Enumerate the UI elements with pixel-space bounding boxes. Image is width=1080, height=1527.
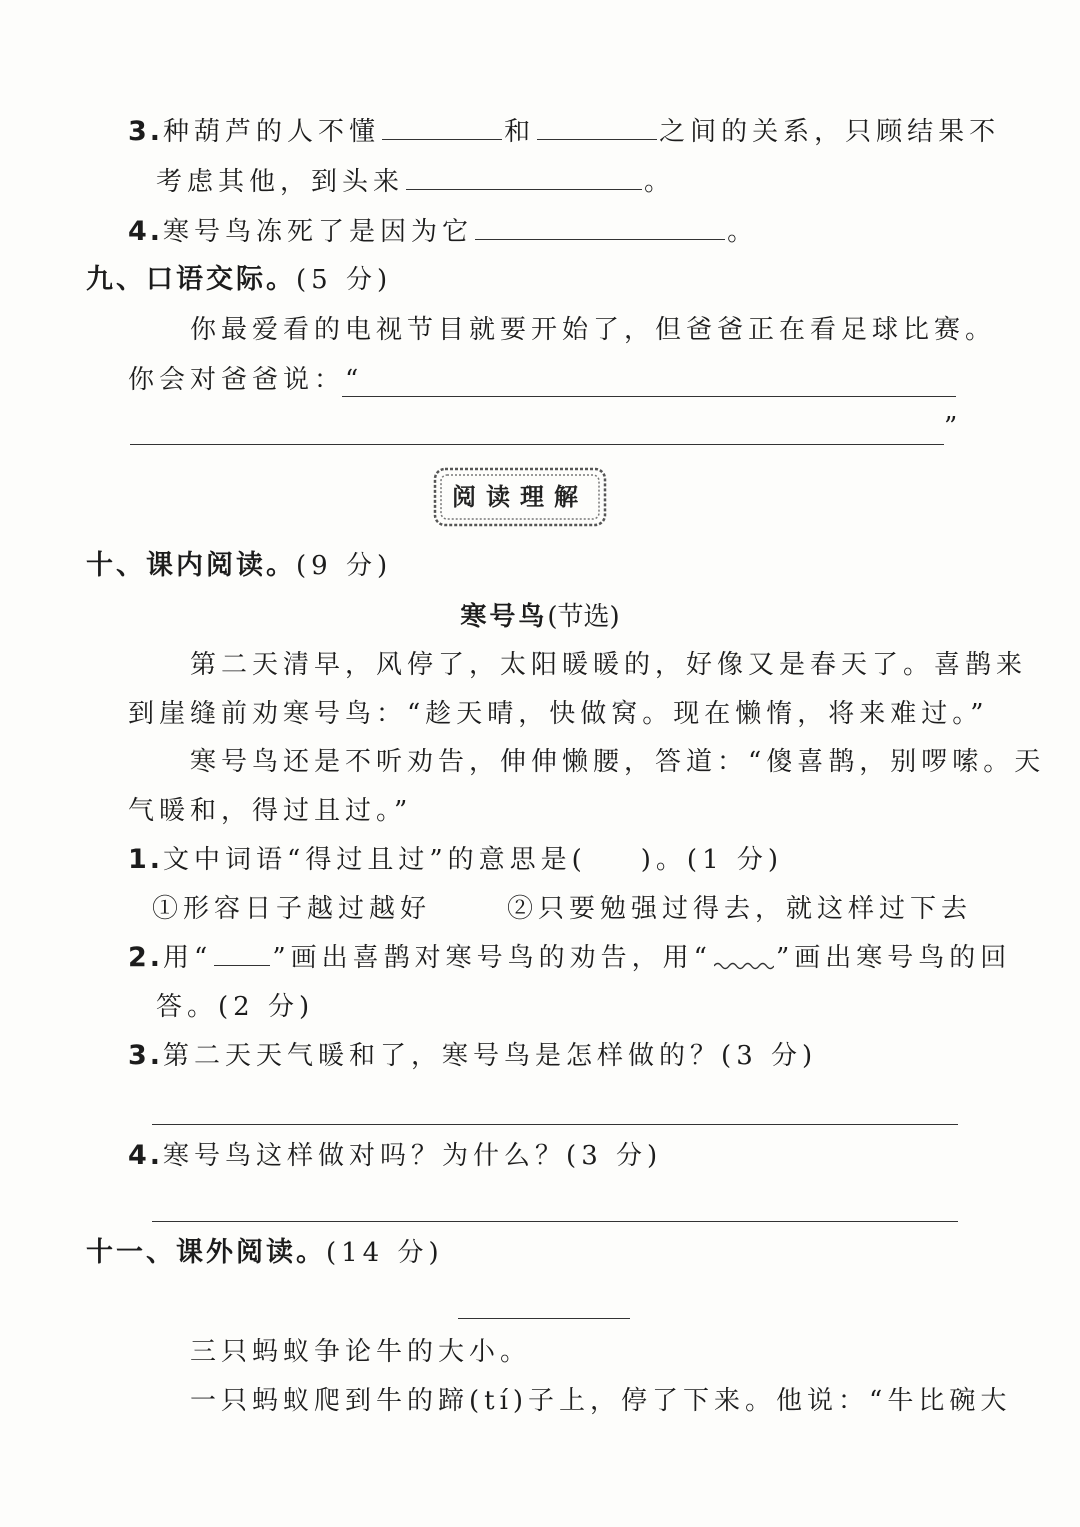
text: 文中词语“得过且过”的意思是( — [163, 845, 587, 875]
title-blank[interactable] — [458, 1318, 630, 1319]
q-number: 2. — [128, 942, 164, 973]
s10-q2-line2: 答。(2 分) — [156, 992, 315, 1022]
s8-q3-line1 — [128, 115, 1000, 149]
passage-line: 寒号鸟还是不听劝告，伸伸懒腰，答道：“傻喜鹊，别啰嗦。天 — [190, 747, 1046, 777]
score: (5 分) — [296, 265, 393, 295]
option-1[interactable]: ①形容日子越过越好 — [152, 894, 432, 924]
text: 寒号鸟冻死了是因为它 — [163, 217, 474, 247]
s9-prompt: 你最爱看的电视节目就要开始了，但爸爸正在看足球比赛。 — [190, 315, 997, 345]
score: (14 分) — [326, 1238, 444, 1268]
answer-blank[interactable] — [382, 115, 502, 140]
heading-text: 十一、课外阅读。 — [86, 1237, 326, 1268]
section-heading-10 — [86, 549, 392, 583]
section-banner — [432, 466, 608, 528]
s9-prompt-2: 你会对爸爸说：“ — [128, 365, 364, 395]
title-note: (节选) — [547, 602, 620, 632]
score: (9 分) — [296, 551, 393, 581]
text: 之间的关系，只顾结果不 — [659, 117, 1001, 147]
text: )。(1 分) — [640, 845, 784, 875]
passage-line: 一只蚂蚁爬到牛的蹄(tí)子上，停了下来。他说：“牛比碗大 — [190, 1386, 1012, 1416]
section-heading-9 — [86, 263, 392, 297]
passage-title — [0, 600, 1080, 634]
answer-blank[interactable] — [406, 165, 642, 190]
title-text: 寒号鸟 — [460, 602, 548, 632]
s10-q3 — [128, 1039, 817, 1073]
answer-line[interactable] — [342, 396, 956, 397]
text: 。 — [727, 217, 759, 247]
s8-q3-line2 — [156, 165, 675, 199]
text: 。 — [644, 167, 676, 197]
q-number: 1. — [128, 844, 164, 875]
q-number: 4. — [128, 1140, 164, 1171]
heading-text: 十、课内阅读。 — [86, 550, 296, 581]
text: 考虑其他，到头来 — [156, 167, 405, 197]
section-heading-11 — [86, 1236, 444, 1270]
s8-q4 — [128, 215, 758, 249]
passage-line: 气暖和，得过且过。” — [128, 796, 413, 826]
q-number: 3. — [128, 1040, 164, 1071]
answer-line[interactable] — [130, 444, 944, 445]
banner-text: 阅读理解 — [452, 483, 588, 511]
answer-blank[interactable] — [537, 115, 657, 140]
wavy-underline-sample — [714, 954, 774, 972]
text: 第二天天气暖和了，寒号鸟是怎样做的？(3 分) — [163, 1041, 818, 1071]
s10-q1 — [128, 843, 783, 877]
text: 种葫芦的人不懂 — [163, 117, 381, 147]
close-quote: ” — [944, 412, 963, 442]
straight-underline-sample — [214, 941, 270, 966]
text: ”画出寒号鸟的回 — [775, 943, 1012, 973]
passage-line: 第二天清早，风停了，太阳暖暖的，好像又是春天了。喜鹊来 — [190, 650, 1028, 680]
heading-text: 九、口语交际。 — [86, 264, 296, 295]
text: 用“ — [163, 943, 213, 973]
text: 和 — [504, 117, 536, 147]
answer-blank[interactable] — [475, 215, 725, 240]
q-number: 3. — [128, 116, 164, 147]
option-2[interactable]: ②只要勉强过得去，就这样过下去 — [507, 894, 973, 924]
s10-q1-options — [152, 892, 972, 926]
passage-line: 到崖缝前劝寒号鸟：“趁天晴，快做窝。现在懒惰，将来难过。” — [128, 699, 989, 729]
answer-line[interactable] — [152, 1221, 958, 1222]
q-number: 4. — [128, 216, 164, 247]
passage-line: 三只蚂蚁争论牛的大小。 — [190, 1337, 532, 1367]
s10-q2 — [128, 941, 1011, 975]
answer-line[interactable] — [152, 1124, 958, 1125]
text: ”画出喜鹊对寒号鸟的劝告，用“ — [272, 943, 712, 973]
s10-q4 — [128, 1139, 662, 1173]
text: 寒号鸟这样做对吗？为什么？(3 分) — [163, 1141, 663, 1171]
